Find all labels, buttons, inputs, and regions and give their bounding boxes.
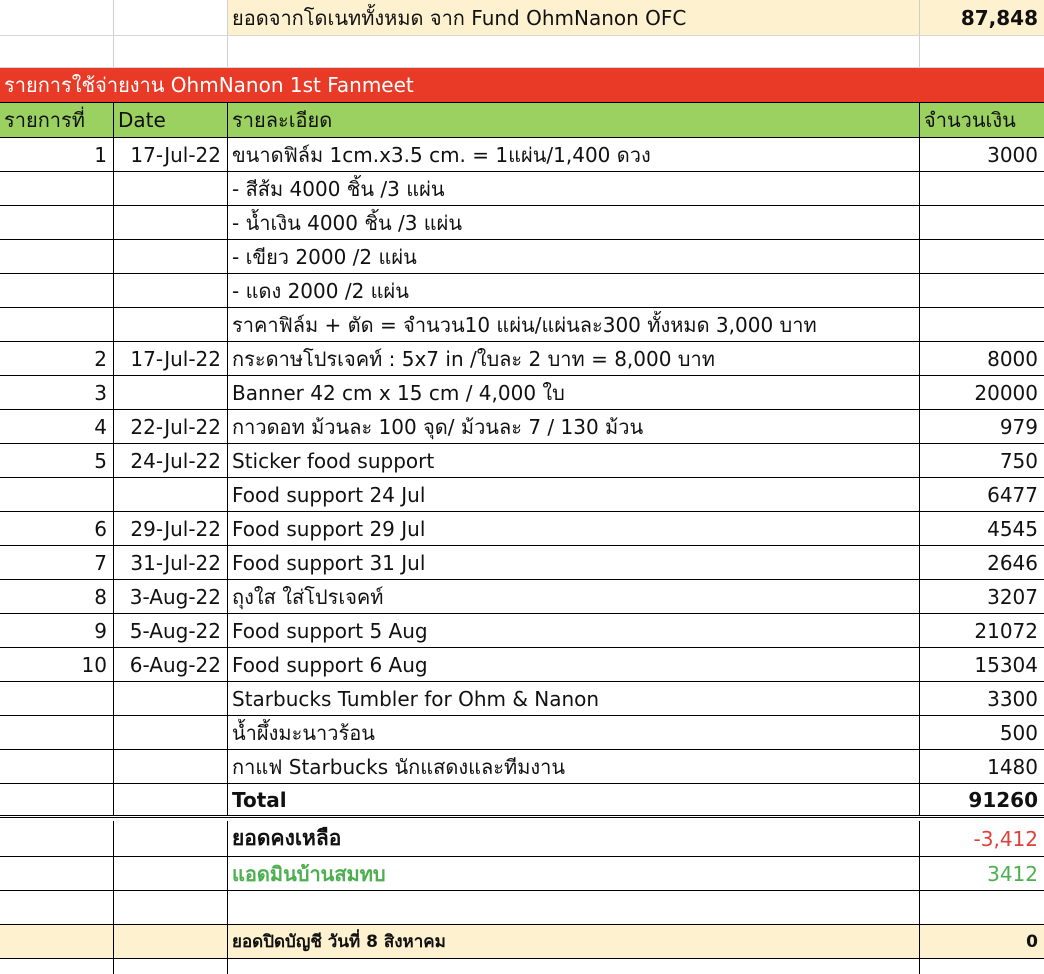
row-amount: 8000 <box>987 346 1038 371</box>
table-header-row[interactable] <box>0 102 1044 138</box>
row-amount: 3300 <box>987 686 1038 711</box>
row-amount: 3207 <box>987 584 1038 609</box>
row-date <box>114 750 228 783</box>
row-date <box>114 206 228 239</box>
row-detail: น้ำผึ้งมะนาวร้อน <box>228 716 920 749</box>
row-no: 6 <box>0 512 114 545</box>
donation-total-amount: 87,848 <box>920 0 1044 35</box>
row-detail: Banner 42 cm x 15 cm / 4,000 ใบ <box>228 376 920 409</box>
table-row[interactable] <box>0 206 1044 240</box>
expense-banner-row[interactable] <box>0 68 1044 102</box>
row-amount <box>920 206 1044 239</box>
row-amount <box>920 308 1044 341</box>
row-no: 2 <box>0 342 114 375</box>
row-amount: 2646 <box>987 550 1038 575</box>
table-row[interactable] <box>0 444 1044 478</box>
closing-amount: 0 <box>920 925 1044 958</box>
row-date <box>114 478 228 511</box>
row-amount: 4545 <box>987 516 1038 541</box>
header-amount: จำนวนเงิน <box>920 103 1044 137</box>
row-date: 31-Jul-22 <box>114 546 228 579</box>
admin-contribution-amount: 3412 <box>987 861 1038 886</box>
row-detail: ถุงใส ใส่โปรเจคท์ <box>228 580 920 613</box>
row-detail: Food support 29 Jul <box>228 512 920 545</box>
table-row[interactable] <box>0 478 1044 512</box>
row-no: 8 <box>0 580 114 613</box>
row-date: 5-Aug-22 <box>114 614 228 647</box>
row-no <box>0 206 114 239</box>
table-row[interactable] <box>0 648 1044 682</box>
table-row[interactable] <box>0 410 1044 444</box>
total-amount: 91260 <box>968 787 1038 812</box>
row-no <box>0 716 114 749</box>
empty-row[interactable] <box>0 959 1044 974</box>
table-row[interactable] <box>0 750 1044 784</box>
empty-row[interactable] <box>0 36 1044 68</box>
row-date <box>114 376 228 409</box>
row-detail: กาแฟ Starbucks นักแสดงและทีมงาน <box>228 750 920 783</box>
header-detail: รายละเอียด <box>228 103 920 137</box>
row-no <box>0 274 114 307</box>
row-detail: กระดาษโปรเจคท์ : 5x7 in /ใบละ 2 บาท = 8,000 บาท <box>228 342 920 375</box>
table-row[interactable] <box>0 614 1044 648</box>
row-amount <box>920 274 1044 307</box>
row-amount <box>920 240 1044 273</box>
balance-amount: -3,412 <box>973 826 1038 851</box>
admin-contribution-row[interactable] <box>0 857 1044 891</box>
row-detail: Food support 24 Jul <box>228 478 920 511</box>
row-date <box>114 682 228 715</box>
table-row[interactable] <box>0 274 1044 308</box>
row-amount: 750 <box>999 448 1038 473</box>
table-row[interactable] <box>0 308 1044 342</box>
row-amount: 3000 <box>987 142 1038 167</box>
row-amount <box>920 172 1044 205</box>
row-date <box>114 240 228 273</box>
table-row[interactable] <box>0 240 1044 274</box>
row-date: 17-Jul-22 <box>114 138 228 171</box>
table-row[interactable] <box>0 716 1044 750</box>
table-row[interactable] <box>0 172 1044 206</box>
table-row[interactable] <box>0 682 1044 716</box>
row-amount: 21072 <box>974 618 1038 643</box>
table-row[interactable] <box>0 138 1044 172</box>
row-no: 9 <box>0 614 114 647</box>
row-detail: Food support 31 Jul <box>228 546 920 579</box>
row-no: 3 <box>0 376 114 409</box>
closing-label: ยอดปิดบัญชี วันที่ 8 สิงหาคม <box>228 925 920 958</box>
row-date <box>114 274 228 307</box>
row-date <box>114 308 228 341</box>
row-date: 3-Aug-22 <box>114 580 228 613</box>
total-row[interactable] <box>0 784 1044 818</box>
row-amount: 500 <box>999 720 1038 745</box>
row-date: 29-Jul-22 <box>114 512 228 545</box>
table-row[interactable] <box>0 376 1044 410</box>
row-detail: Food support 6 Aug <box>228 648 920 681</box>
row-amount: 15304 <box>974 652 1038 677</box>
row-detail: Food support 5 Aug <box>228 614 920 647</box>
header-no: รายการที่ <box>0 103 114 137</box>
row-detail: - สีส้ม 4000 ชิ้น /3 แผ่น <box>228 172 920 205</box>
row-amount: 979 <box>999 414 1038 439</box>
row-amount: 6477 <box>987 482 1038 507</box>
row-detail: ราคาฟิล์ม + ตัด = จำนวน10 แผ่น/แผ่นละ300 ทั้งหมด 3,000 บาท <box>228 308 920 341</box>
total-label: Total <box>228 784 920 815</box>
row-amount: 1480 <box>987 754 1038 779</box>
row-date: 6-Aug-22 <box>114 648 228 681</box>
table-row[interactable] <box>0 580 1044 614</box>
row-no <box>0 750 114 783</box>
table-row[interactable] <box>0 546 1044 580</box>
row-no: 5 <box>0 444 114 477</box>
row-detail: Sticker food support <box>228 444 920 477</box>
row-no <box>0 682 114 715</box>
row-date: 24-Jul-22 <box>114 444 228 477</box>
row-no <box>0 308 114 341</box>
empty-row[interactable] <box>0 891 1044 925</box>
row-detail: Starbucks Tumbler for Ohm & Nanon <box>228 682 920 715</box>
header-date: Date <box>114 103 228 137</box>
row-date <box>114 716 228 749</box>
admin-contribution-label: แอดมินบ้านสมทบ <box>228 857 920 890</box>
row-detail: ขนาดฟิล์ม 1cm.x3.5 cm. = 1แผ่น/1,400 ดวง <box>228 138 920 171</box>
row-detail: - เขียว 2000 /2 แผ่น <box>228 240 920 273</box>
row-no <box>0 172 114 205</box>
row-no: 4 <box>0 410 114 443</box>
donation-total-row[interactable] <box>0 0 1044 36</box>
row-date <box>114 172 228 205</box>
row-no: 7 <box>0 546 114 579</box>
table-row[interactable] <box>0 512 1044 546</box>
row-date: 22-Jul-22 <box>114 410 228 443</box>
row-date: 17-Jul-22 <box>114 342 228 375</box>
balance-row[interactable] <box>0 821 1044 857</box>
balance-label: ยอดคงเหลือ <box>228 821 920 856</box>
row-no: 10 <box>0 648 114 681</box>
row-no <box>0 240 114 273</box>
row-detail: - แดง 2000 /2 แผ่น <box>228 274 920 307</box>
row-amount: 20000 <box>974 380 1038 405</box>
expense-banner-title: รายการใช้จ่ายงาน OhmNanon 1st Fanmeet <box>4 73 414 97</box>
row-detail: - น้ำเงิน 4000 ชิ้น /3 แผ่น <box>228 206 920 239</box>
closing-row[interactable] <box>0 925 1044 959</box>
row-no: 1 <box>0 138 114 171</box>
table-row[interactable] <box>0 342 1044 376</box>
row-no <box>0 478 114 511</box>
donation-total-label: ยอดจากโดเนททั้งหมด จาก Fund OhmNanon OFC <box>228 0 920 35</box>
row-detail: กาวดอท ม้วนละ 100 จุด/ ม้วนละ 7 / 130 ม้วน <box>228 410 920 443</box>
